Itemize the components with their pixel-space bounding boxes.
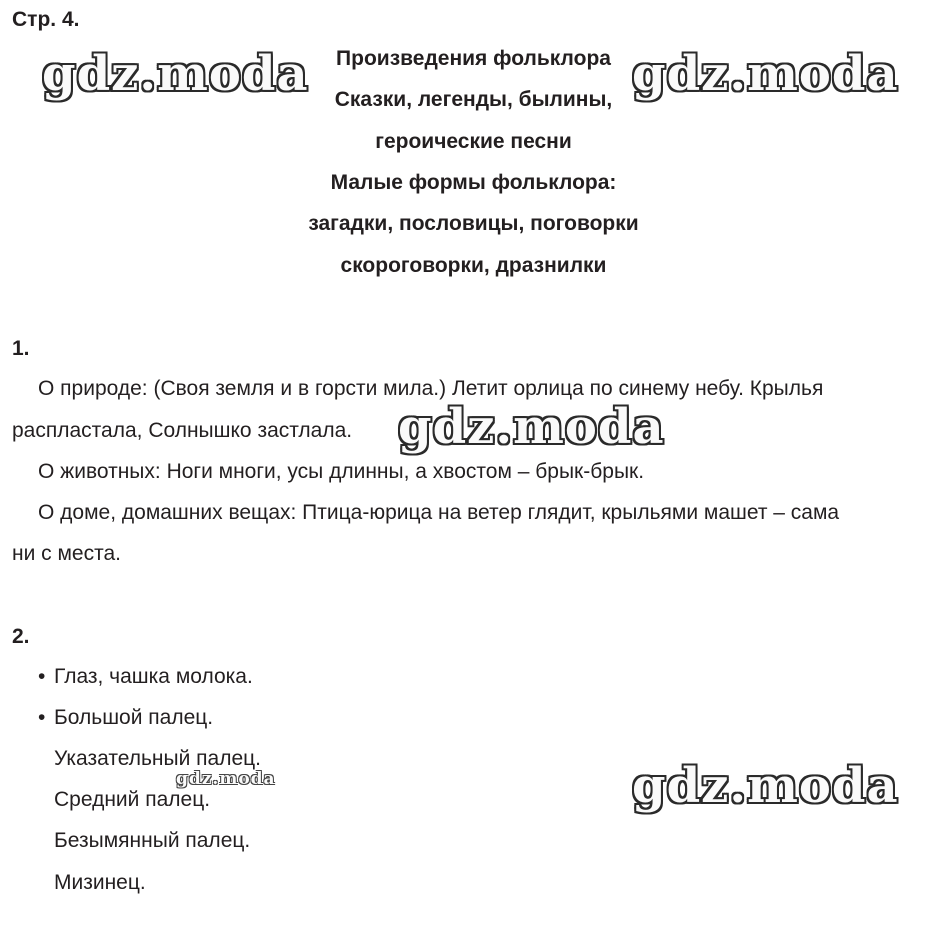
watermark-bottom-right: gdz.moda xyxy=(632,758,899,814)
section-1-line-5: ни с места. xyxy=(12,542,122,565)
section-2-sub-line-1: Указательный палец. xyxy=(54,747,261,770)
page-label: Стр. 4. xyxy=(12,8,80,31)
section-2-sub-line-3: Безымянный палец. xyxy=(54,829,251,852)
heading-line-1: Произведения фольклора xyxy=(336,47,611,70)
watermark-top-left: gdz.moda xyxy=(42,46,309,102)
heading-line-2: Сказки, легенды, былины, xyxy=(334,88,613,111)
heading-line-4: Малые формы фольклора: xyxy=(330,171,617,194)
section-1-line-3: О животных: Ноги многи, усы длинны, а хвостом – брык-брык. xyxy=(38,460,645,483)
section-1-number: 1. xyxy=(12,337,30,360)
section-2-sub-line-2: Средний палец. xyxy=(54,788,211,811)
section-1-line-1: О природе: (Своя земля и в горсти мила.) Летит орлица по синему небу. Крылья xyxy=(38,377,824,400)
bullet-marker: • xyxy=(38,665,46,688)
bullet-item-text: Глаз, чашка молока. xyxy=(54,665,253,688)
watermark-top-right: gdz.moda xyxy=(632,46,899,102)
heading-line-3: героические песни xyxy=(375,130,572,153)
section-1-line-4: О доме, домашних вещах: Птица-юрица на ветер глядит, крыльями машет – сама xyxy=(38,501,840,524)
section-2-sub-line-4: Мизинец. xyxy=(54,871,146,894)
section-2-number: 2. xyxy=(12,625,30,648)
heading-line-5: загадки, пословицы, поговорки xyxy=(308,212,639,235)
watermark-small: gdz.moda xyxy=(176,769,276,789)
bullet-marker: • xyxy=(38,706,46,729)
section-1-line-2: распластала, Солнышко застлала. xyxy=(12,419,353,442)
bullet-item-text: Большой палец. xyxy=(54,706,214,729)
section-2-bullet-item-1 xyxy=(38,663,253,691)
watermark-middle: gdz.moda xyxy=(398,399,665,455)
heading-line-6: скороговорки, дразнилки xyxy=(340,254,607,277)
section-2-bullet-item-2 xyxy=(38,704,213,732)
